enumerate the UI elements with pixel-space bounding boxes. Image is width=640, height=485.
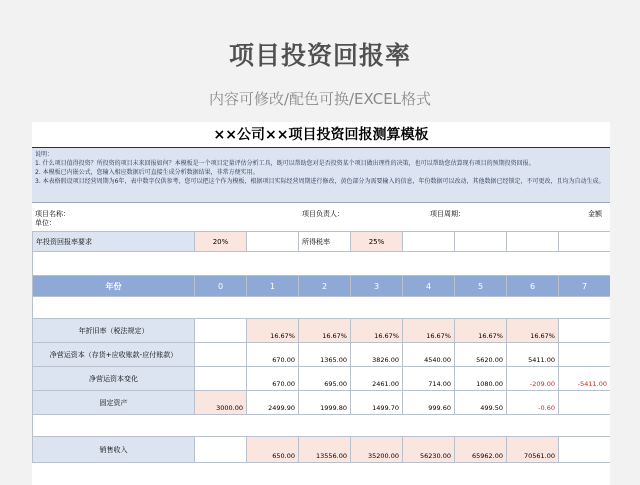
data-grid (32, 231, 610, 463)
rates-row (33, 232, 611, 252)
table-row (33, 343, 611, 367)
row-label: 净营运资本（存货+应收账款-应付账款） (33, 343, 195, 367)
table-row (33, 319, 611, 343)
year-5: 5 (455, 276, 507, 297)
owner-label: 项目负责人： (302, 210, 344, 218)
year-6: 6 (507, 276, 559, 297)
project-info (32, 203, 610, 231)
value-cell[interactable]: 1499.70 (351, 391, 403, 415)
spreadsheet (32, 122, 610, 485)
amount-label: 金额 (588, 210, 602, 218)
value-cell[interactable]: 16.67% (351, 319, 403, 343)
value-cell[interactable]: 714.00 (403, 367, 455, 391)
notes-line-1: 1. 什么项目值得投资？所投资的项目未来回报如何？本模板是一个项目定量评估分析工具，既可以帮助您对是否投资某个项目做出理性的决策，也可以帮助您估算现有项目的预期投资回报。 (35, 160, 535, 167)
value-cell[interactable]: 4540.00 (403, 343, 455, 367)
value-cell[interactable] (559, 437, 611, 463)
value-cell[interactable] (195, 367, 247, 391)
value-cell[interactable]: -209.00 (507, 367, 559, 391)
value-cell[interactable]: -5411.00 (559, 367, 611, 391)
notes-line-2: 2. 本模板已内嵌公式，您输入相应数据后可直接生成分析数据结果，非常方便实用。 (35, 169, 259, 176)
value-cell[interactable]: 16.67% (403, 319, 455, 343)
value-cell[interactable]: 65962.00 (455, 437, 507, 463)
value-cell[interactable]: 650.00 (247, 437, 299, 463)
year-header-row (33, 276, 611, 297)
empty-cell[interactable] (507, 232, 559, 252)
value-cell[interactable]: 5411.00 (507, 343, 559, 367)
value-cell[interactable]: 695.00 (299, 367, 351, 391)
year-header-label: 年份 (33, 276, 195, 297)
value-cell[interactable]: 499.50 (455, 391, 507, 415)
value-cell[interactable]: 56230.00 (403, 437, 455, 463)
year-3: 3 (351, 276, 403, 297)
value-cell[interactable]: 3000.00 (195, 391, 247, 415)
empty-cell[interactable] (559, 232, 611, 252)
notes-box (32, 148, 610, 203)
value-cell[interactable] (559, 343, 611, 367)
table-row (33, 437, 611, 463)
spacer-row (33, 252, 611, 276)
value-cell[interactable]: 16.67% (299, 319, 351, 343)
year-4: 4 (403, 276, 455, 297)
notes-line-3: 3. 本表格假设项目经营周期为6年，表中数字仅供参考，您可以把这个作为模板，根据项目实际经营周期进行修改，黄色部分为需要输入的信息，年份数据可以改动，其他数据已经锁定，不可更改，且均为自动生成。 (35, 178, 605, 185)
value-cell[interactable]: 999.60 (403, 391, 455, 415)
year-7: 7 (559, 276, 611, 297)
return-rate-label: 年投资回报率要求 (33, 232, 195, 252)
return-rate-input[interactable]: 20% (195, 232, 247, 252)
value-cell[interactable]: 2461.00 (351, 367, 403, 391)
value-cell[interactable]: 3826.00 (351, 343, 403, 367)
value-cell[interactable] (195, 437, 247, 463)
unit-label: 单位： (35, 219, 56, 227)
sheet-title: ××公司××项目投资回报测算模板 (32, 122, 610, 148)
row-label: 年折旧率（税法规定） (33, 319, 195, 343)
value-cell[interactable]: 2499.90 (247, 391, 299, 415)
value-cell[interactable]: 16.67% (507, 319, 559, 343)
value-cell[interactable]: 670.00 (247, 343, 299, 367)
value-cell[interactable]: 1080.00 (455, 367, 507, 391)
value-cell[interactable]: 16.67% (247, 319, 299, 343)
hero-subtitle: 内容可修改/配色可换/EXCEL格式 (208, 90, 432, 108)
row-label: 净营运资本变化 (33, 367, 195, 391)
period-label: 项目周期： (430, 210, 465, 218)
value-cell[interactable]: 70561.00 (507, 437, 559, 463)
project-name-label: 项目名称： (35, 210, 70, 218)
empty-cell[interactable] (403, 232, 455, 252)
value-cell[interactable]: 13556.00 (299, 437, 351, 463)
value-cell[interactable]: 670.00 (247, 367, 299, 391)
value-cell[interactable]: 1999.80 (299, 391, 351, 415)
empty-cell[interactable] (247, 232, 299, 252)
year-1: 1 (247, 276, 299, 297)
spacer-row (33, 415, 611, 437)
tax-rate-label: 所得税率 (299, 232, 351, 252)
value-cell[interactable]: 5620.00 (455, 343, 507, 367)
row-label: 销售收入 (33, 437, 195, 463)
row-label: 固定资产 (33, 391, 195, 415)
year-0: 0 (195, 276, 247, 297)
value-cell[interactable]: 1365.00 (299, 343, 351, 367)
value-cell[interactable] (195, 319, 247, 343)
value-cell[interactable] (195, 343, 247, 367)
value-cell[interactable]: 35200.00 (351, 437, 403, 463)
tax-rate-input[interactable]: 25% (351, 232, 403, 252)
table-row (33, 391, 611, 415)
value-cell[interactable] (559, 391, 611, 415)
notes-heading: 说明： (35, 151, 54, 158)
hero-title: 项目投资回报率 (228, 41, 411, 70)
empty-cell[interactable] (455, 232, 507, 252)
spacer-row (33, 297, 611, 319)
value-cell[interactable] (559, 319, 611, 343)
value-cell[interactable]: 16.67% (455, 319, 507, 343)
table-row (33, 367, 611, 391)
year-2: 2 (299, 276, 351, 297)
value-cell[interactable]: -0.60 (507, 391, 559, 415)
